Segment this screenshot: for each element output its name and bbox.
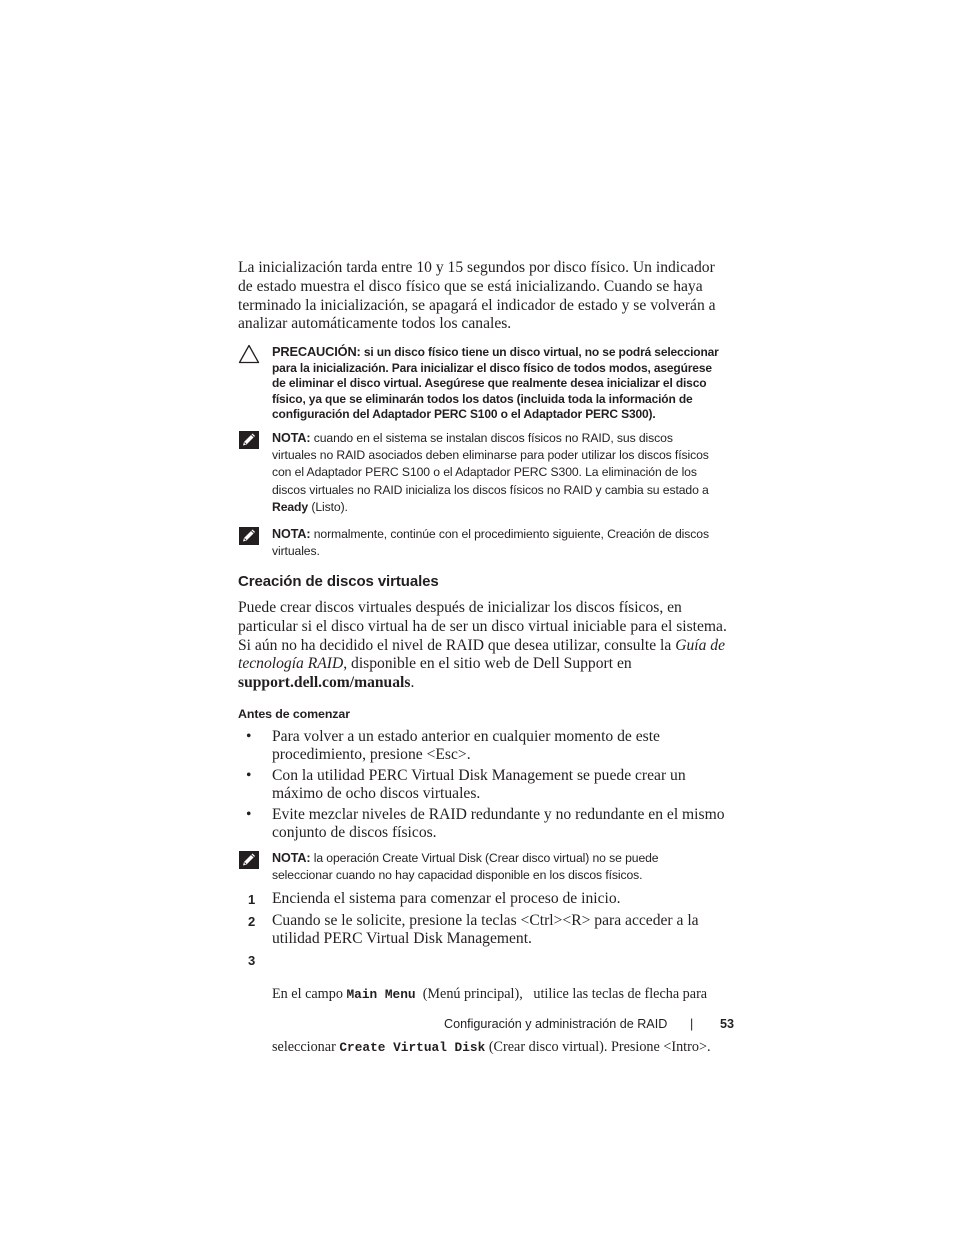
note-label: NOTA: [272, 431, 311, 445]
bullet-marker: • [246, 767, 252, 784]
note-capacity [238, 850, 738, 886]
note-line: cuando en el sistema se instalan discos físicos no RAID, sus discos [310, 431, 673, 445]
step-line: (Crear disco virtual). Presione <Intro>. [485, 1038, 711, 1055]
note-line: (Listo). [308, 499, 348, 514]
caution-line: físico, ya que se eliminarán todos los datos (incluida toda la información de [272, 391, 693, 406]
step-line: En el campo [272, 986, 347, 1003]
note-label: NOTA: [272, 851, 311, 865]
caution-text [272, 344, 742, 423]
caution-line: configuración del Adaptador PERC S100 o el Adaptador PERC S300). [272, 407, 656, 422]
note-line: la operación Create Virtual Disk (Crear disco virtual) no se puede [310, 851, 659, 865]
bullet-line: conjunto de discos físicos. [272, 823, 437, 841]
guide-title: tecnología RAID [238, 655, 344, 673]
ready-status: Ready [272, 499, 309, 514]
main-menu-field: Main Menu [346, 987, 416, 1003]
pencil-note-icon [238, 430, 260, 450]
note-line: con el Adaptador PERC S100 o el Adaptador PERC S300. La eliminación de los [272, 465, 697, 480]
bullet-item [238, 728, 738, 764]
bullet-line: procedimiento, presione <Esc>. [272, 745, 471, 763]
intro-line: terminado la inicialización, se apagará el indicador de estado y se volverán a [238, 296, 716, 314]
caution-line: si un disco físico tiene un disco virtual, no se podrá seleccionar [360, 345, 719, 359]
section-line: , disponible en el sitio web de Dell Support en [343, 655, 632, 673]
note-procedure [238, 526, 738, 564]
pencil-note-icon [238, 850, 260, 870]
note-line: virtuales. [272, 544, 320, 559]
footer-title: Configuración y administración de RAID [444, 1017, 668, 1031]
bullet-item [238, 767, 738, 803]
note-nonraid [238, 430, 738, 520]
bullet-line: Para volver a un estado anterior en cualquier momento de este [272, 728, 660, 745]
caution-notice [238, 343, 738, 425]
pencil-note-icon [238, 526, 260, 546]
punctuation: . [410, 674, 415, 692]
bullet-line: máximo de ocho discos virtuales. [272, 784, 481, 802]
section-line: particular si el disco virtual ha de ser un disco virtual iniciable para el sistema. [238, 617, 727, 635]
step-number: 1 [248, 892, 256, 907]
intro-line: de estado muestra el disco físico que se está inicializando. Cuando se haya [238, 277, 703, 295]
section-line: Si aún no ha decidido el nivel de RAID que desea utilizar, consulte la [238, 636, 676, 654]
bullet-marker: • [246, 728, 252, 745]
step-line: seleccionar [272, 1038, 340, 1055]
note-line: normalmente, continúe con el procedimiento siguiente, Creación de discos [310, 527, 709, 541]
bullet-line: Evite mezclar niveles de RAID redundante y no redundante en el mismo [272, 806, 725, 823]
step-line: (Menú principal), utilice las teclas de flecha para [415, 986, 708, 1003]
note-line: virtuales no RAID asociados deben eliminarse para poder utilizar los discos físicos [272, 448, 709, 463]
note-line: seleccionar cuando no hay capacidad disponible en los discos físicos. [272, 868, 643, 883]
bullet-item [238, 806, 738, 842]
intro-line: analizar automáticamente todos los canales. [238, 315, 512, 333]
caution-line: para la inicialización. Para inicializar el disco físico de todos modos, asegúrese [272, 360, 712, 375]
bullet-marker: • [246, 806, 252, 823]
note-line: discos virtuales no RAID inicializa los discos físicos no RAID y cambia su estado a [272, 482, 709, 497]
note-capacity-text [272, 850, 742, 884]
note-procedure-text [272, 526, 742, 560]
section-paragraph [238, 599, 738, 693]
caution-label: PRECAUCIÓN: [272, 344, 361, 359]
step-line: Cuando se le solicite, presione la teclas <Ctrl><R> para acceder a la [272, 912, 699, 929]
create-virtual-disk-option: Create Virtual Disk [339, 1039, 486, 1055]
footer-separator: | [690, 1017, 694, 1031]
intro-paragraph [238, 259, 738, 334]
note-nonraid-text [272, 430, 742, 516]
step-item [238, 912, 738, 948]
step-number: 3 [248, 953, 256, 968]
section-heading: Creación de discos virtuales [238, 573, 439, 590]
page-number: 53 [720, 1017, 735, 1031]
bullet-line: Con la utilidad PERC Virtual Disk Management se puede crear un [272, 767, 686, 784]
note-label: NOTA: [272, 527, 311, 541]
step-item [238, 890, 738, 910]
guide-title: Guía de [675, 636, 725, 654]
step-number: 2 [248, 914, 256, 929]
subsection-heading: Antes de comenzar [238, 707, 350, 721]
intro-line: La inicialización tarda entre 10 y 15 segundos por disco físico. Un indicador [238, 259, 715, 276]
step-line: utilidad PERC Virtual Disk Management. [272, 929, 532, 947]
warning-triangle-icon [238, 344, 260, 364]
caution-line: de eliminar el disco virtual. Asegúrese que realmente desea inicializar el disco [272, 376, 707, 391]
step-line: Encienda el sistema para comenzar el proceso de inicio. [272, 890, 621, 907]
support-link[interactable]: support.dell.com/manuals [238, 674, 411, 692]
section-line: Puede crear discos virtuales después de inicializar los discos físicos, en [238, 599, 682, 616]
